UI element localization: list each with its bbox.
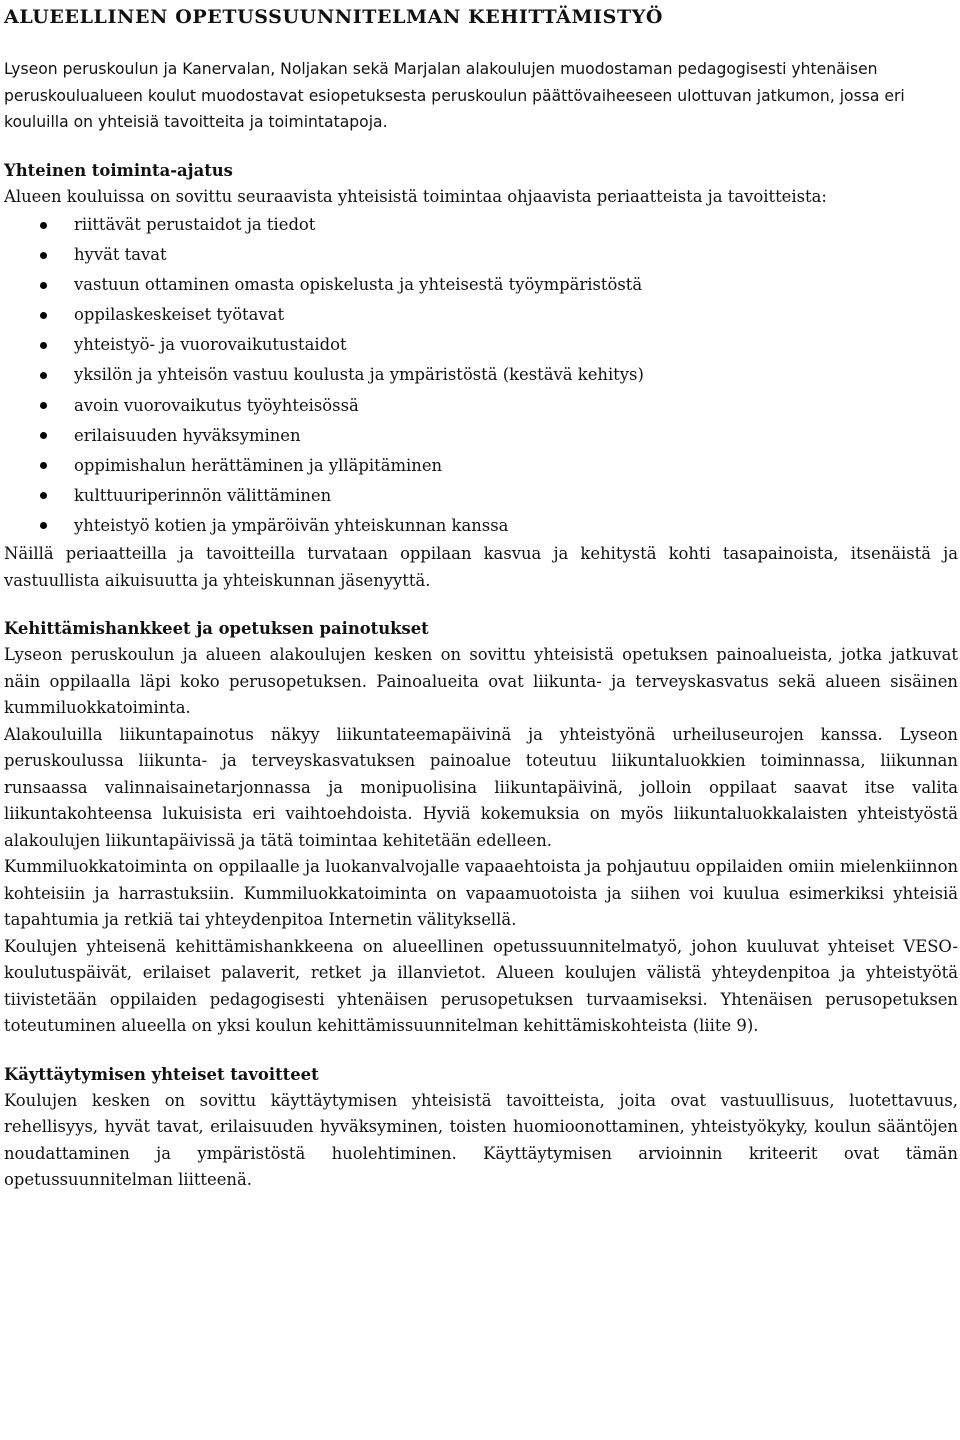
bullet-icon bbox=[40, 372, 47, 379]
list-item: oppimishalun herättäminen ja ylläpitäminen bbox=[4, 451, 958, 481]
section-heading-toiminta-ajatus: Yhteinen toiminta-ajatus bbox=[4, 160, 233, 180]
body-paragraph: Alakouluilla liikuntapainotus näkyy liikuntateemapäivinä ja yhteistyönä urheiluseurojen kanssa. Lyseon peruskoulussa liikunta- ja terveyskasvatuksen painoalue toteutuu liikuntaluokkien toiminnassa, liikunnan runsaassa valinnaisainetarjonnassa ja monipuolisina liikuntapäivinä, jolloin oppilaat saavat itse valita liikuntakohteensa lukuisista eri vaihtoehdoista. Hyviä kokemuksia on myös liikuntaluokkalaisten yhteistyöstä alakoulujen liikuntapäivissä ja tätä toimintaa kehitetään edelleen. bbox=[4, 724, 958, 850]
body-paragraph: Koulujen kesken on sovittu käyttäytymisen yhteisistä tavoitteista, joita ovat vastuullisuus, luotettavuus, rehellisyys, hyvät tavat, erilaisuuden hyväksyminen, toisten huomioonottaminen, yhteistyökyky, koulun sääntöjen noudattaminen ja ympäristöstä huolehtiminen. Käyttäytymisen arvioinnin kriteerit ovat tämän opetussuunnitelman liitteenä. bbox=[4, 1090, 958, 1190]
document-title: ALUEELLINEN OPETUSSUUNNITELMAN KEHITTÄMISTYÖ bbox=[4, 6, 664, 28]
bullet-icon bbox=[40, 492, 47, 499]
bullet-icon bbox=[40, 462, 47, 469]
bullet-icon bbox=[40, 342, 47, 349]
list-item: oppilaskeskeiset työtavat bbox=[4, 300, 958, 330]
body-paragraph: Kummiluokkatoiminta on oppilaalle ja luokanvalvojalle vapaaehtoista ja pohjautuu oppilaiden omiin mielenkiinnon kohteisiin ja harrastuksiin. Kummiluokkatoiminta on vapaamuotoista ja siihen voi kuulua esimerkiksi yhteisiä tapahtumia ja retkiä tai yhteydenpitoa Internetin välityksellä. bbox=[4, 857, 958, 930]
list-item: kulttuuriperinnön välittäminen bbox=[4, 481, 958, 511]
list-item: hyvät tavat bbox=[4, 240, 958, 270]
list-item: yksilön ja yhteisön vastuu koulusta ja ympäristöstä (kestävä kehitys) bbox=[4, 360, 958, 390]
bullet-icon bbox=[40, 252, 47, 259]
section-heading-kayttaytyminen: Käyttäytymisen yhteiset tavoitteet bbox=[4, 1064, 319, 1084]
intro-paragraph: Lyseon peruskoulun ja Kanervalan, Noljakan sekä Marjalan alakoulujen muodostaman pedagogisesti yhtenäisen peruskoulualueen koulut muodostavat esiopetuksesta peruskoulun päättövaiheeseen ulottuvan jatkumon, jossa eri kouluilla on yhteisiä tavoitteita ja toimintatapoja. bbox=[4, 60, 905, 131]
section-lead-paragraph: Alueen kouluissa on sovittu seuraavista yhteisistä toimintaa ohjaavista periaatteista ja tavoitteista: bbox=[4, 186, 827, 206]
bullet-icon bbox=[40, 432, 47, 439]
bullet-icon bbox=[40, 522, 47, 529]
body-paragraph: Lyseon peruskoulun ja alueen alakoulujen kesken on sovittu yhteisistä opetuksen painoalueista, jotka jatkuvat näin oppilaalla läpi koko perusopetuksen. Painoalueita ovat liikunta- ja terveyskasvatus sekä alueen sisäinen kummiluokkatoiminta. bbox=[4, 645, 958, 718]
body-paragraph: Koulujen yhteisenä kehittämishankkeena on alueellinen opetussuunnitelmatyö, johon kuuluvat yhteiset VESO-koulutuspäivät, erilaiset palaverit, retket ja illanvietot. Alueen koulujen välistä yhteydenpitoa ja yhteistyötä tiivistetään oppilaiden pedagogisesti yhtenäisen perusopetuksen turvaamiseksi. Yhtenäisen perusopetuksen toteutuminen alueella on yksi koulun kehittämissuunnitelman kehittämiskohteista (liite 9). bbox=[4, 936, 958, 1036]
list-item: avoin vuorovaikutus työyhteisössä bbox=[4, 391, 958, 421]
list-item: riittävät perustaidot ja tiedot bbox=[4, 210, 958, 240]
bullet-icon bbox=[40, 282, 47, 289]
list-item: yhteistyö kotien ja ympäröivän yhteiskunnan kanssa bbox=[4, 511, 958, 541]
list-item: vastuun ottaminen omasta opiskelusta ja yhteisestä työympäristöstä bbox=[4, 270, 958, 300]
document-page bbox=[4, 0, 958, 1194]
bullet-icon bbox=[40, 402, 47, 409]
bullet-icon bbox=[40, 312, 47, 319]
section-heading-kehittamishankkeet: Kehittämishankkeet ja opetuksen painotukset bbox=[4, 619, 429, 639]
bullet-icon bbox=[40, 222, 47, 229]
section-closing-paragraph: Näillä periaatteilla ja tavoitteilla turvataan oppilaan kasvua ja kehitystä kohti tasapainoista, itsenäistä ja vastuullista aikuisuutta ja yhteiskunnan jäsenyyttä. bbox=[4, 544, 958, 590]
principles-list bbox=[4, 210, 958, 541]
list-item: yhteistyö- ja vuorovaikutustaidot bbox=[4, 330, 958, 360]
list-item: erilaisuuden hyväksyminen bbox=[4, 421, 958, 451]
